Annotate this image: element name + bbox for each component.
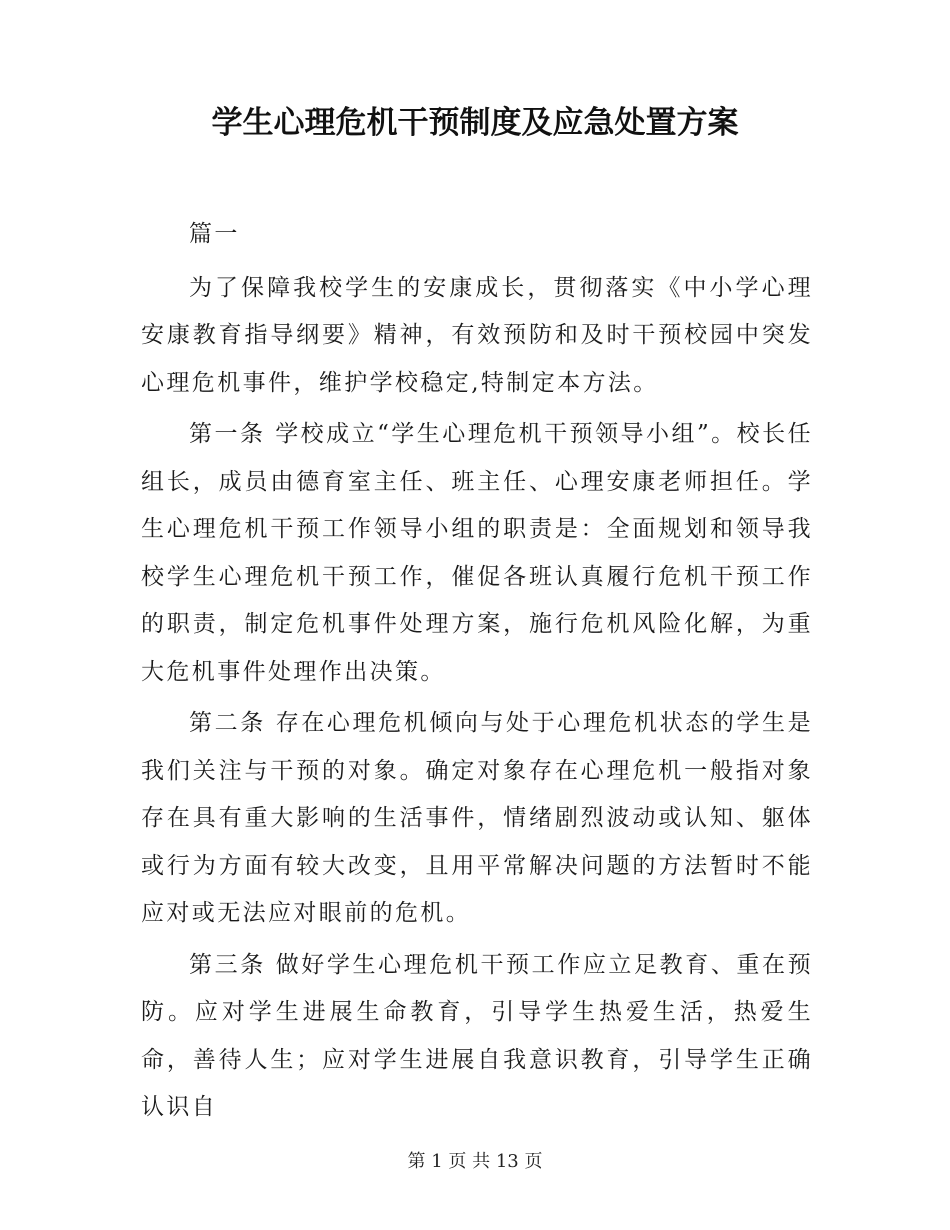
document-title: 学生心理危机干预制度及应急处置方案 [211,105,739,141]
page-number: 第 1 页 共 13 页 [407,1151,543,1172]
page-footer [0,1148,950,1176]
paragraph-article-3: 第三条 做好学生心理危机干预工作应立足教育、重在预防。应对学生进展生命教育，引导学生热爱生活，热爱生命，善待人生；应对学生进展自我意识教育，引导学生正确认识自 [141,951,813,1120]
document-body [141,211,813,1136]
paragraph-intro: 为了保障我校学生的安康成长，贯彻落实《中小学心理安康教育指导纲要》精神，有效预防和及时干预校园中突发心理危机事件，维护学校稳定,特制定本方法。 [141,274,813,396]
paragraph-article-2: 第二条 存在心理危机倾向与处于心理危机状态的学生是我们关注与干预的对象。确定对象存在心理危机一般指对象存在具有重大影响的生活事件，情绪剧烈波动或认知、躯体或行为方面有较大改变，且用平常解决问题的方法暂时不能应对或无法应对眼前的危机。 [141,710,813,926]
paragraph-article-1: 第一条 学校成立“学生心理危机干预领导小组”。校长任组长，成员由德育室主任、班主任、心理安康老师担任。学生心理危机干预工作领导小组的职责是：全面规划和领导我校学生心理危机干预工作，催促各班认真履行危机干预工作的职责，制定危机事件处理方案，施行危机风险化解，为重大危机事件处理作出决策。 [141,421,813,685]
section-label: 篇一 [189,221,240,247]
